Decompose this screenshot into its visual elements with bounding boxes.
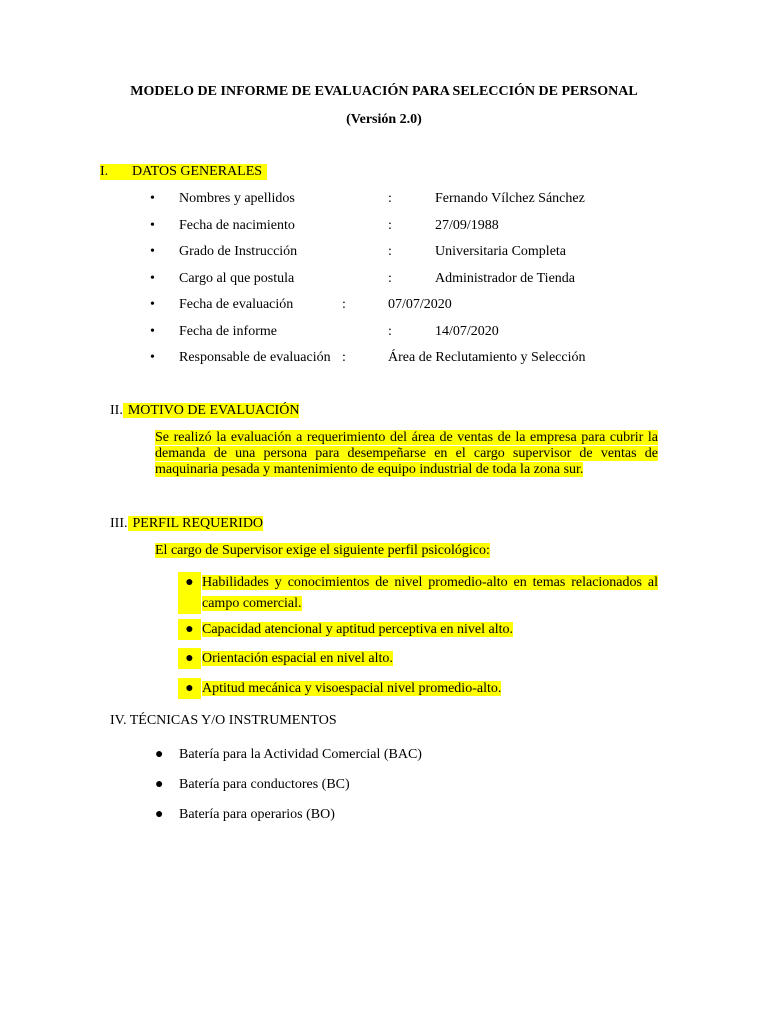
data-value: 14/07/2020 [435,324,499,339]
bullet: • [150,324,155,339]
section-4-heading: IV. TÉCNICAS Y/O INSTRUMENTOS [110,713,337,728]
profile-intro-text: El cargo de Supervisor exige el siguiente perfil psicológico: [155,543,490,558]
bullet: ● [155,777,164,792]
data-label: Fecha de informe [179,324,277,339]
bullet: ● [178,572,201,614]
data-label: Fecha de nacimiento [179,218,295,233]
section-2-heading [110,403,299,419]
data-separator: : [388,324,392,339]
document-title: MODELO DE INFORME DE EVALUACIÓN PARA SELECCIÓN DE PERSONAL [130,84,638,99]
data-value: Área de Reclutamiento y Selección [388,350,586,365]
profile-item-label: Aptitud mecánica y visoespacial nivel promedio-alto. [202,681,502,696]
profile-item-label: Orientación espacial en nivel alto. [202,651,393,666]
section-3-title: PERFIL REQUERIDO [128,516,264,531]
section-2-number: II. [110,403,123,418]
data-separator: : [388,244,392,259]
bullet: • [150,218,155,233]
section-1-number: I. [100,164,109,179]
technique-label: Batería para operarios (BO) [179,807,335,822]
section-1-title: DATOS GENERALES [132,164,263,179]
technique-label: Batería para la Actividad Comercial (BAC) [179,747,422,762]
data-value: 27/09/1988 [435,218,499,233]
data-separator: : [342,350,346,365]
motive-paragraph [155,430,658,478]
data-label: Fecha de evaluación [179,297,294,312]
data-separator: : [388,218,392,233]
data-separator: : [388,271,392,286]
profile-item-text [202,572,658,614]
bullet: • [150,271,155,286]
bullet: • [150,191,155,206]
profile-item-label: Habilidades y conocimientos de nivel promedio-alto en temas relacionados al campo comercial. [202,575,658,611]
data-label: Nombres y apellidos [179,191,295,206]
data-label: Grado de Instrucción [179,244,298,259]
profile-intro [155,543,490,559]
data-separator: : [342,297,346,312]
section-3-heading [110,516,263,532]
bullet: ● [178,648,201,669]
section-2-title: MOTIVO DE EVALUACIÓN [123,403,300,418]
bullet: • [150,297,155,312]
section-3-number: III. [110,516,128,531]
section-1-heading [100,164,267,180]
document-version: (Versión 2.0) [346,112,422,127]
motive-text: Se realizó la evaluación a requerimiento del área de ventas de la empresa para cubrir la demanda de una persona para desempeñarse en el cargo supervisor de ventas de maquinaria pesada y mantenimiento de equipo industrial de toda la zona sur. [155,430,658,477]
bullet: • [150,244,155,259]
profile-item-text [202,678,658,699]
bullet: ● [178,619,201,640]
data-value: 07/07/2020 [388,297,452,312]
data-label: Cargo al que postula [179,271,295,286]
data-separator: : [388,191,392,206]
bullet: ● [178,678,201,699]
bullet: • [150,350,155,365]
bullet: ● [155,747,164,762]
data-value: Administrador de Tienda [435,271,575,286]
data-value: Universitaria Completa [435,244,567,259]
data-label: Responsable de evaluación [179,350,331,365]
profile-item-text [202,648,658,669]
profile-item-label: Capacidad atencional y aptitud perceptiva en nivel alto. [202,622,513,637]
bullet: ● [155,807,164,822]
data-value: Fernando Vílchez Sánchez [435,191,585,206]
technique-label: Batería para conductores (BC) [179,777,350,792]
profile-item-text [202,619,658,640]
